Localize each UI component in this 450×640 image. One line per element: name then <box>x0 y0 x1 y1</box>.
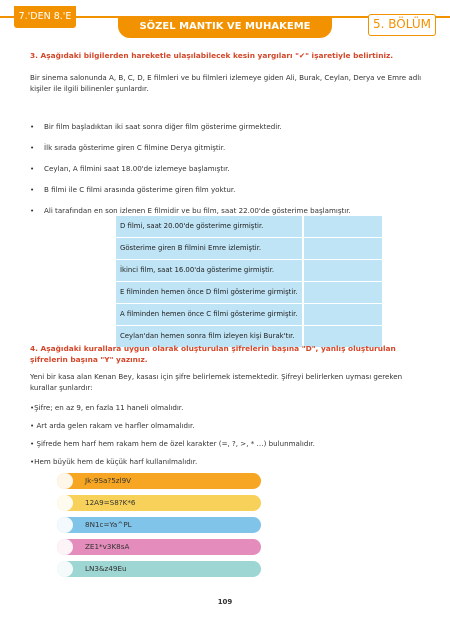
statement-text: D filmi, saat 20.00'de gösterime girmiştir. <box>116 216 302 237</box>
password-row <box>57 517 391 533</box>
rule-item: • Art arda gelen rakam ve harfler olmamalıdır. <box>30 421 195 430</box>
clue-item: • Ceylan, A filmini saat 18.00'de izlemeye başlamıştır. <box>30 164 230 173</box>
answer-box[interactable] <box>304 282 382 303</box>
question-3-intro: Bir sinema salonunda A, B, C, D, E filmleri ve bu filmleri izlemeye giden Ali, Burak, Ceylan, Derya ve Emre adlı kişiler ile ilgili bilinenler şunlardır. <box>30 73 422 93</box>
password-text: ZE1*v3K8sA <box>85 542 130 551</box>
page-title: SÖZEL MANTIK VE MUHAKEME <box>118 16 332 38</box>
statement-table <box>116 216 382 348</box>
answer-bubble[interactable] <box>57 517 73 533</box>
clue-item: • B filmi ile C filmi arasında gösterime giren film yoktur. <box>30 185 236 194</box>
password-text: Jk-9Sa?5zl9V <box>85 476 132 485</box>
statement-row <box>116 260 382 281</box>
answer-box[interactable] <box>269 517 391 533</box>
answer-box[interactable] <box>269 495 391 511</box>
statement-text: Ceylan'dan hemen sonra film izleyen kişi Burak'tır. <box>116 326 302 347</box>
password-bar <box>57 539 261 555</box>
answer-box[interactable] <box>304 304 382 325</box>
statement-text: A filminden hemen önce C filmi gösterime girmiştir. <box>116 304 302 325</box>
answer-bubble[interactable] <box>57 539 73 555</box>
password-text: 8N1c=Ya^PL <box>85 520 132 529</box>
question-3-title: 3. Aşağıdaki bilgilerden hareketle ulaşılabilecek kesin yargıları "✔" işaretiyle belirtiniz. <box>30 51 394 60</box>
section-tag: 5. BÖLÜM <box>368 14 436 36</box>
answer-box[interactable] <box>304 238 382 259</box>
question-4-title: 4. Aşağıdaki kurallara uygun olarak oluşturulan şifrelerin başına "D", yanlış oluşturulan şifrelerin başına "Y" yazınız. <box>30 344 396 364</box>
rule-item: • Şifrede hem harf hem rakam hem de özel karakter (=, ?, >, * …) bulunmalıdır. <box>30 439 315 448</box>
answer-bubble[interactable] <box>57 473 73 489</box>
clue-item: • Ali tarafından en son izlenen E filmidir ve bu film, saat 22.00'de gösterime başlamıştır. <box>30 206 351 215</box>
rule-item: •Hem büyük hem de küçük harf kullanılmalıdır. <box>30 457 198 466</box>
answer-bubble[interactable] <box>57 495 73 511</box>
password-bar <box>57 473 261 489</box>
password-row <box>57 539 391 555</box>
page-number: 109 <box>217 598 233 606</box>
password-text: 12A9=S8?K*6 <box>85 498 136 507</box>
rule-item: •Şifre; en az 9, en fazla 11 haneli olmalıdır. <box>30 403 184 412</box>
statement-text: İkinci film, saat 16.00'da gösterime girmiştir. <box>116 260 302 281</box>
statement-row <box>116 216 382 237</box>
answer-bubble[interactable] <box>57 561 73 577</box>
password-text: LN3&z49Eu <box>85 564 127 573</box>
password-row <box>57 495 391 511</box>
statement-text: Gösterime giren B filmini Emre izlemiştir. <box>116 238 302 259</box>
password-bar <box>57 517 261 533</box>
question-3-clues <box>30 121 430 226</box>
password-bar <box>57 495 261 511</box>
statement-row <box>116 282 382 303</box>
answer-box[interactable] <box>269 561 391 577</box>
password-row <box>57 561 391 577</box>
clue-item: • Bir film başladıktan iki saat sonra diğer film gösterime girmektedir. <box>30 122 282 131</box>
password-bar <box>57 561 261 577</box>
answer-box[interactable] <box>269 539 391 555</box>
password-list <box>57 473 391 583</box>
answer-box[interactable] <box>304 260 382 281</box>
grade-tag: 7.'DEN 8.'E <box>14 6 76 28</box>
password-row <box>57 473 391 489</box>
statement-row <box>116 238 382 259</box>
question-4-intro: Yeni bir kasa alan Kenan Bey, kasası için şifre belirlemek istemektedir. Şifreyi belirlerken uyması gereken kurallar şunlardır: <box>30 372 403 392</box>
clue-item: • İlk sırada gösterime giren C filmine Derya gitmiştir. <box>30 143 226 152</box>
statement-text: E filminden hemen önce D filmi gösterime girmiştir. <box>116 282 302 303</box>
answer-box[interactable] <box>304 216 382 237</box>
answer-box[interactable] <box>269 473 391 489</box>
statement-row <box>116 304 382 325</box>
